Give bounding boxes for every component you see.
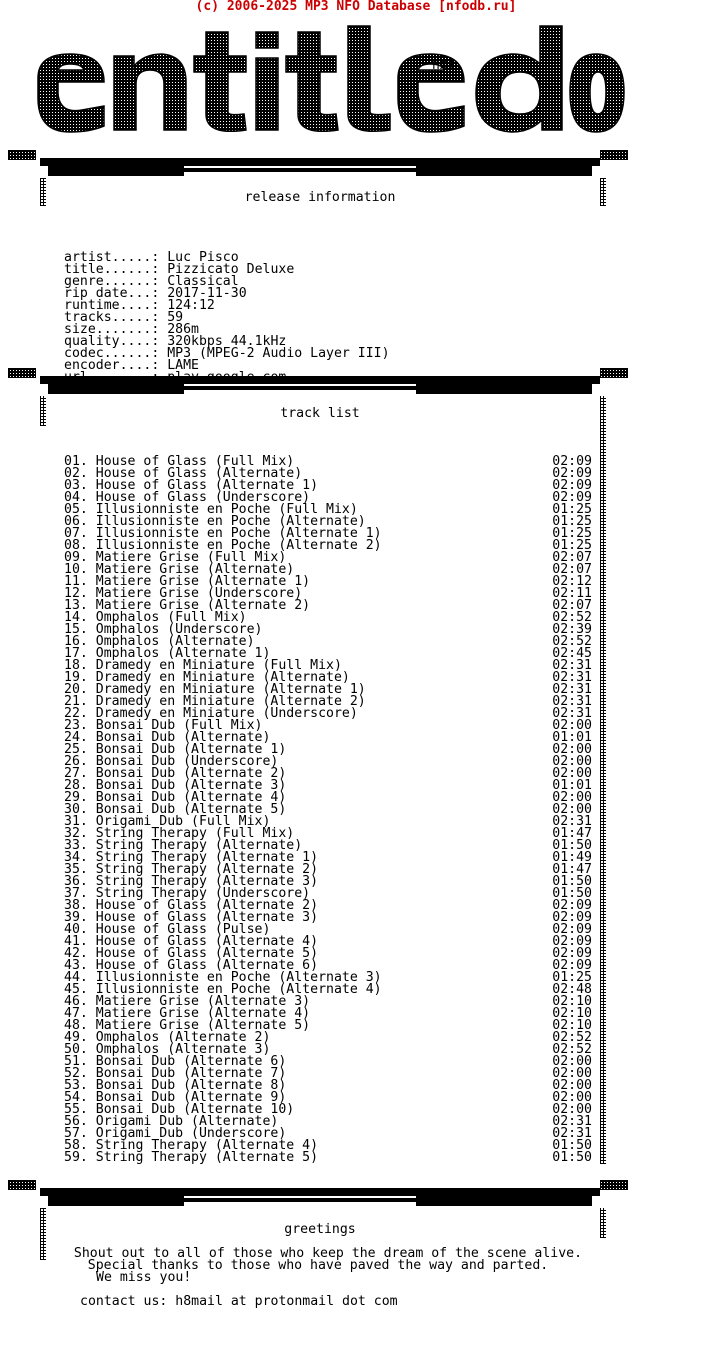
track-time: 02:07 [552,550,592,565]
track-name: 18. Dramedy en Miniature (Full Mix) [64,658,342,673]
release-field-value: 286m [167,322,199,337]
release-field-value: 320kbps 44.1kHz [167,334,287,349]
track-name: 05. Illusionniste en Poche (Full Mix) [64,502,358,517]
track-name: 48. Matiere Grise (Alternate 5) [64,1018,311,1033]
track-name: 58. String Therapy (Alternate 4) [64,1138,319,1153]
track-time: 02:45 [552,646,592,661]
track-time: 02:39 [552,622,592,637]
track-name: 37. String Therapy (Underscore) [64,886,311,901]
track-time: 02:11 [552,586,592,601]
track-name: 40. House of Glass (Pulse) [64,922,271,937]
track-time: 02:00 [552,1054,592,1069]
track-time: 02:00 [552,754,592,769]
track-name: 21. Dramedy en Miniature (Alternate 2) [64,694,366,709]
track-name: 23. Bonsai Dub (Full Mix) [64,718,263,733]
release-field-key: codec......: [64,346,160,361]
track-name: 56. Origami Dub (Alternate) [64,1114,279,1129]
section-right-border [600,396,606,1164]
track-name: 08. Illusionniste en Poche (Alternate 2) [64,538,382,553]
track-time: 02:00 [552,1078,592,1093]
track-name: 27. Bonsai Dub (Alternate 2) [64,766,287,781]
release-field-value: 59 [167,310,184,325]
track-name: 31. Origami Dub (Full Mix) [64,814,271,829]
track-name: 07. Illusionniste en Poche (Alternate 1) [64,526,382,541]
track-time: 01:01 [552,778,592,793]
release-field-value: Pizzicato Deluxe [167,262,295,277]
track-name: 13. Matiere Grise (Alternate 2) [64,598,311,613]
track-name: 59. String Therapy (Alternate 5) [64,1150,319,1165]
section-top-border [0,1178,640,1216]
track-time: 02:00 [552,1102,592,1117]
track-time: 02:31 [552,670,592,685]
release-field-value: 2017-11-30 [167,286,247,301]
track-time: 01:47 [552,862,592,877]
track-name: 47. Matiere Grise (Alternate 4) [64,1006,311,1021]
track-list [64,432,592,1176]
track-time: 02:10 [552,994,592,1009]
track-name: 33. String Therapy (Alternate) [64,838,303,853]
release-field-value: Classical [167,274,239,289]
track-time: 02:00 [552,742,592,757]
track-name: 22. Dramedy en Miniature (Underscore) [64,706,358,721]
track-name: 38. House of Glass (Alternate 2) [64,898,319,913]
track-name: 36. String Therapy (Alternate 3) [64,874,319,889]
track-time: 02:12 [552,574,592,589]
track-time: 02:09 [552,910,592,925]
track-list-title: track list [280,406,360,421]
track-time: 02:10 [552,1018,592,1033]
track-name: 45. Illusionniste en Poche (Alternate 4) [64,982,382,997]
track-name: 02. House of Glass (Alternate) [64,466,303,481]
track-name: 04. House of Glass (Underscore) [64,490,311,505]
track-name: 44. Illusionniste en Poche (Alternate 3) [64,970,382,985]
contact-line: contact us: h8mail at protonmail dot com [80,1294,398,1309]
track-time: 02:09 [552,958,592,973]
track-name: 30. Bonsai Dub (Alternate 5) [64,802,287,817]
release-field-value: 124:12 [167,298,215,313]
track-time: 02:00 [552,1090,592,1105]
track-name: 25. Bonsai Dub (Alternate 1) [64,742,287,757]
track-name: 11. Matiere Grise (Alternate 1) [64,574,311,589]
release-field-value: MP3 (MPEG-2 Audio Layer III) [167,346,390,361]
track-time: 02:00 [552,802,592,817]
track-name: 28. Bonsai Dub (Alternate 3) [64,778,287,793]
track-name: 46. Matiere Grise (Alternate 3) [64,994,311,1009]
track-time: 02:00 [552,766,592,781]
track-time: 02:00 [552,718,592,733]
track-time: 02:09 [552,454,592,469]
track-time: 02:52 [552,1030,592,1045]
track-time: 02:48 [552,982,592,997]
track-name: 24. Bonsai Dub (Alternate) [64,730,271,745]
track-time: 01:50 [552,1150,592,1165]
track-time: 01:49 [552,850,592,865]
track-name: 26. Bonsai Dub (Underscore) [64,754,279,769]
track-time: 01:25 [552,502,592,517]
track-time: 02:52 [552,610,592,625]
greetings-line-2: Special thanks to those who have paved the way and parted. [87,1258,549,1273]
track-time: 02:52 [552,634,592,649]
track-time: 02:09 [552,478,592,493]
track-time: 02:00 [552,790,592,805]
track-row [64,1152,592,1164]
track-time: 02:31 [552,658,592,673]
release-field-key: size.......: [64,322,160,337]
track-time: 02:31 [552,1126,592,1141]
track-name: 06. Illusionniste en Poche (Alternate) [64,514,366,529]
track-time: 02:09 [552,490,592,505]
track-name: 01. House of Glass (Full Mix) [64,454,295,469]
track-time: 02:31 [552,682,592,697]
track-time: 02:07 [552,598,592,613]
track-time: 01:01 [552,730,592,745]
greetings-title: greetings [284,1222,356,1237]
track-time: 02:10 [552,1006,592,1021]
track-name: 50. Omphalos (Alternate 3) [64,1042,271,1057]
greetings-line-1: Shout out to all of those who keep the dream of the scene alive. [73,1246,583,1261]
release-field-key: quality....: [64,334,160,349]
track-time: 02:31 [552,694,592,709]
track-name: 09. Matiere Grise (Full Mix) [64,550,287,565]
track-name: 34. String Therapy (Alternate 1) [64,850,319,865]
track-name: 51. Bonsai Dub (Alternate 6) [64,1054,287,1069]
track-name: 10. Matiere Grise (Alternate) [64,562,295,577]
track-time: 02:31 [552,1114,592,1129]
track-time: 02:09 [552,898,592,913]
track-name: 14. Omphalos (Full Mix) [64,610,247,625]
release-field-key: title......: [64,262,160,277]
track-time: 02:00 [552,1066,592,1081]
track-time: 01:25 [552,514,592,529]
release-field-value: LAME [167,358,199,373]
track-name: 42. House of Glass (Alternate 5) [64,946,319,961]
track-time: 02:09 [552,466,592,481]
section-top-border [0,148,640,186]
track-name: 54. Bonsai Dub (Alternate 9) [64,1090,287,1105]
release-field-key: tracks.....: [64,310,160,325]
track-name: 03. House of Glass (Alternate 1) [64,478,319,493]
track-time: 01:50 [552,874,592,889]
release-field-key: encoder....: [64,358,160,373]
track-time: 01:50 [552,838,592,853]
logo-group-tag: hX! [432,58,456,73]
track-time: 02:09 [552,922,592,937]
track-name: 15. Omphalos (Underscore) [64,622,263,637]
track-name: 55. Bonsai Dub (Alternate 10) [64,1102,295,1117]
greetings-line-3: We miss you! [96,1270,192,1285]
track-time: 02:52 [552,1042,592,1057]
track-time: 02:31 [552,706,592,721]
release-field-key: genre......: [64,274,160,289]
release-field-key: rip date...: [64,286,160,301]
track-name: 19. Dramedy en Miniature (Alternate) [64,670,350,685]
track-time: 01:25 [552,538,592,553]
track-name: 43. House of Glass (Alternate 6) [64,958,319,973]
track-name: 57. Origami Dub (Underscore) [64,1126,287,1141]
track-time: 01:47 [552,826,592,841]
track-time: 02:31 [552,814,592,829]
track-name: 41. House of Glass (Alternate 4) [64,934,319,949]
track-time: 01:50 [552,1138,592,1153]
track-name: 17. Omphalos (Alternate 1) [64,646,271,661]
track-name: 35. String Therapy (Alternate 2) [64,862,319,877]
track-name: 52. Bonsai Dub (Alternate 7) [64,1066,287,1081]
track-time: 01:25 [552,526,592,541]
release-field-key: runtime....: [64,298,160,313]
track-name: 32. String Therapy (Full Mix) [64,826,295,841]
nfodb-header: (c) 2006-2025 MP3 NFO Database [nfodb.ru] [195,0,517,14]
track-name: 20. Dramedy en Miniature (Alternate 1) [64,682,366,697]
release-field-value: Luc Pisco [167,250,239,265]
track-time: 02:07 [552,562,592,577]
track-name: 12. Matiere Grise (Underscore) [64,586,303,601]
track-time: 02:09 [552,946,592,961]
track-name: 49. Omphalos (Alternate 2) [64,1030,271,1045]
track-time: 01:25 [552,970,592,985]
track-name: 53. Bonsai Dub (Alternate 8) [64,1078,287,1093]
release-field-key: artist.....: [64,250,160,265]
track-name: 16. Omphalos (Alternate) [64,634,255,649]
track-name: 29. Bonsai Dub (Alternate 4) [64,790,287,805]
track-time: 01:50 [552,886,592,901]
release-info-title: release information [244,190,396,205]
section-top-border [0,366,640,404]
track-name: 39. House of Glass (Alternate 3) [64,910,319,925]
entitled-logo [30,18,630,142]
track-time: 02:09 [552,934,592,949]
